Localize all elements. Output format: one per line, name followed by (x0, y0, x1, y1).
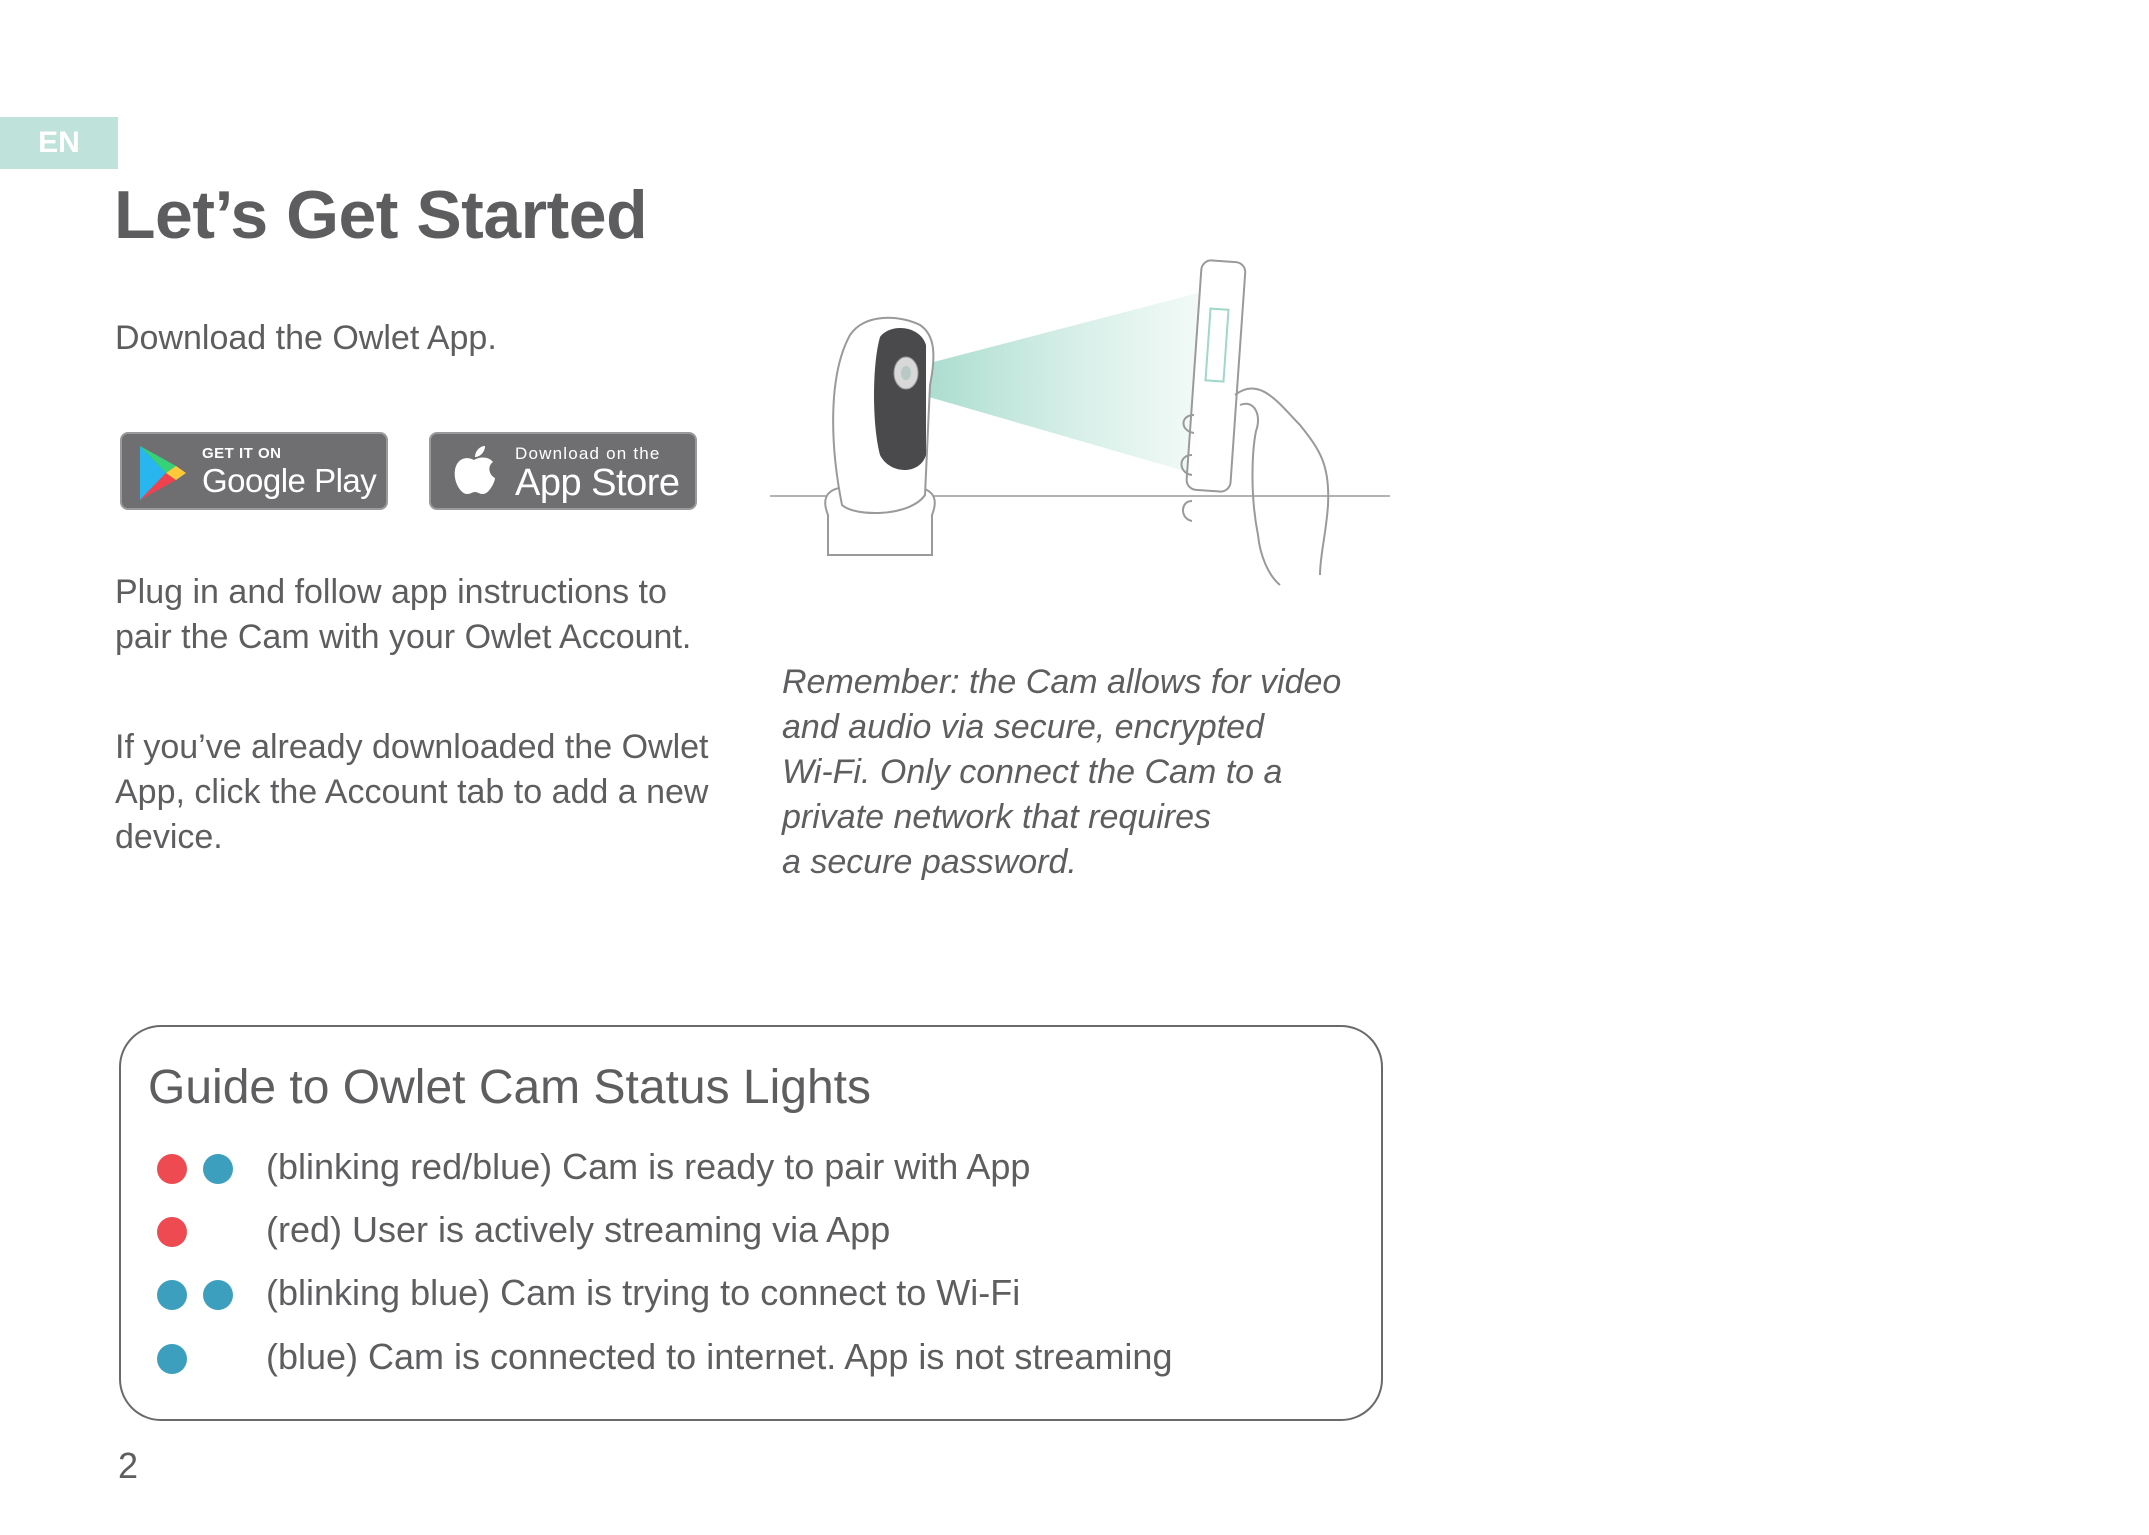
reminder-line: a secure password. (782, 843, 1077, 881)
google-play-badge[interactable] (120, 432, 388, 510)
reminder-line: Wi-Fi. Only connect the Cam to a (782, 753, 1283, 791)
app-store-badge[interactable] (429, 432, 697, 510)
status-text: (blinking red/blue) Cam is ready to pair with App (266, 1146, 1031, 1187)
guide-title: Guide to Owlet Cam Status Lights (148, 1061, 871, 1114)
reminder-line: private network that requires (782, 798, 1211, 836)
status-text: (red) User is actively streaming via App (266, 1209, 891, 1250)
page-title: Let’s Get Started (114, 177, 648, 253)
reminder-line: Remember: the Cam allows for video (782, 663, 1342, 701)
language-tab: EN (0, 117, 118, 169)
reminder-line: and audio via secure, encrypted (782, 708, 1264, 746)
cam-phone-illustration (760, 255, 1400, 605)
red-light-icon (157, 1217, 187, 1247)
plug-in-instruction: Plug in and follow app instructions to pair the Cam with your Owlet Account. (115, 573, 692, 656)
blue-light-icon (157, 1344, 187, 1374)
status-text: (blinking blue) Cam is trying to connect to Wi-Fi (266, 1272, 1021, 1313)
page-number: 2 (118, 1445, 139, 1486)
download-instruction: Download the Owlet App. (115, 319, 497, 357)
apple-badge-small-text: Download on the (515, 444, 661, 463)
apple-icon (449, 442, 499, 500)
status-row-connecting (150, 1268, 1350, 1324)
status-row-ready-to-pair (150, 1142, 1350, 1198)
blue-light-icon (157, 1280, 187, 1310)
google-play-icon (136, 444, 190, 502)
google-badge-big-text: Google Play (202, 462, 377, 499)
blue-light-icon (203, 1154, 233, 1184)
already-downloaded-instruction: If you’ve already downloaded the Owlet App, click the Account tab to add a new device. (115, 728, 709, 856)
status-row-streaming (150, 1205, 1350, 1261)
apple-badge-big-text: App Store (515, 462, 680, 504)
status-text: (blue) Cam is connected to internet. App is not streaming (266, 1336, 1173, 1377)
status-row-connected (150, 1332, 1350, 1388)
google-badge-small-text: GET IT ON (202, 445, 282, 462)
security-reminder (782, 660, 1402, 885)
red-light-icon (157, 1154, 187, 1184)
blue-light-icon (203, 1280, 233, 1310)
